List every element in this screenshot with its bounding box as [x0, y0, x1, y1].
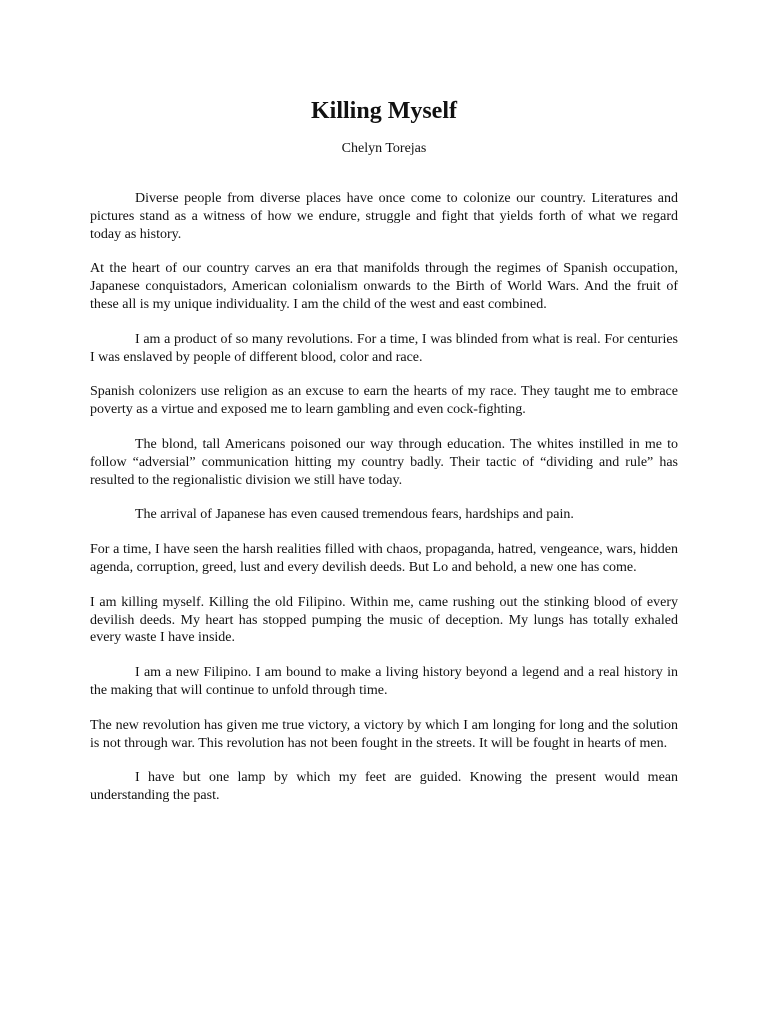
- paragraph: I have but one lamp by which my feet are guided. Knowing the present would mean understanding the past.: [90, 770, 678, 804]
- paragraph: For a time, I have seen the harsh realities filled with chaos, propaganda, hatred, vengeance, wars, hidden agenda, corruption, greed, lust and every devilish deeds. But Lo and behold, a new one has come.: [90, 542, 678, 575]
- paragraph: The blond, tall Americans poisoned our way through education. The whites instilled in me to follow “adversial” communication hitting my country badly. Their tactic of “dividing and rule” has resulted to the regionalistic division we still have today.: [90, 436, 678, 488]
- document-author: Chelyn Torejas: [341, 141, 427, 156]
- document-title: Killing Myself: [311, 98, 457, 124]
- paragraph: I am killing myself. Killing the old Filipino. Within me, came rushing out the stinking blood of every devilish deeds. My heart has stopped pumping the music of deception. My lungs has totally exhaled every waste I have inside.: [90, 594, 678, 646]
- paragraph: The arrival of Japanese has even caused tremendous fears, hardships and pain.: [135, 507, 574, 523]
- paragraph: I am a product of so many revolutions. For a time, I was blinded from what is real. For centuries I was enslaved by people of different blood, color and race.: [90, 331, 678, 365]
- paragraph: I am a new Filipino. I am bound to make a living history beyond a legend and a real history in the making that will continue to unfold through time.: [90, 665, 678, 698]
- paragraph: Spanish colonizers use religion as an excuse to earn the hearts of my race. They taught me to embrace poverty as a virtue and exposed me to learn gambling and even cock-fighting.: [90, 384, 678, 418]
- paragraph: At the heart of our country carves an era that manifolds through the regimes of Spanish occupation, Japanese conquistadors, American colonialism onwards to the Birth of World Wars. And the fruit of these all is my unique individuality. I am the child of the west and east combined.: [90, 261, 678, 312]
- document-body: [90, 190, 678, 805]
- paragraph: Diverse people from diverse places have once come to colonize our country. Literatures and pictures stand as a witness of how we endure, struggle and fight that yields forth of what we regard today as history.: [90, 191, 678, 242]
- paragraph: The new revolution has given me true victory, a victory by which I am longing for long and the solution is not through war. This revolution has not been fought in the streets. It will be fought in hearts of men.: [90, 717, 678, 751]
